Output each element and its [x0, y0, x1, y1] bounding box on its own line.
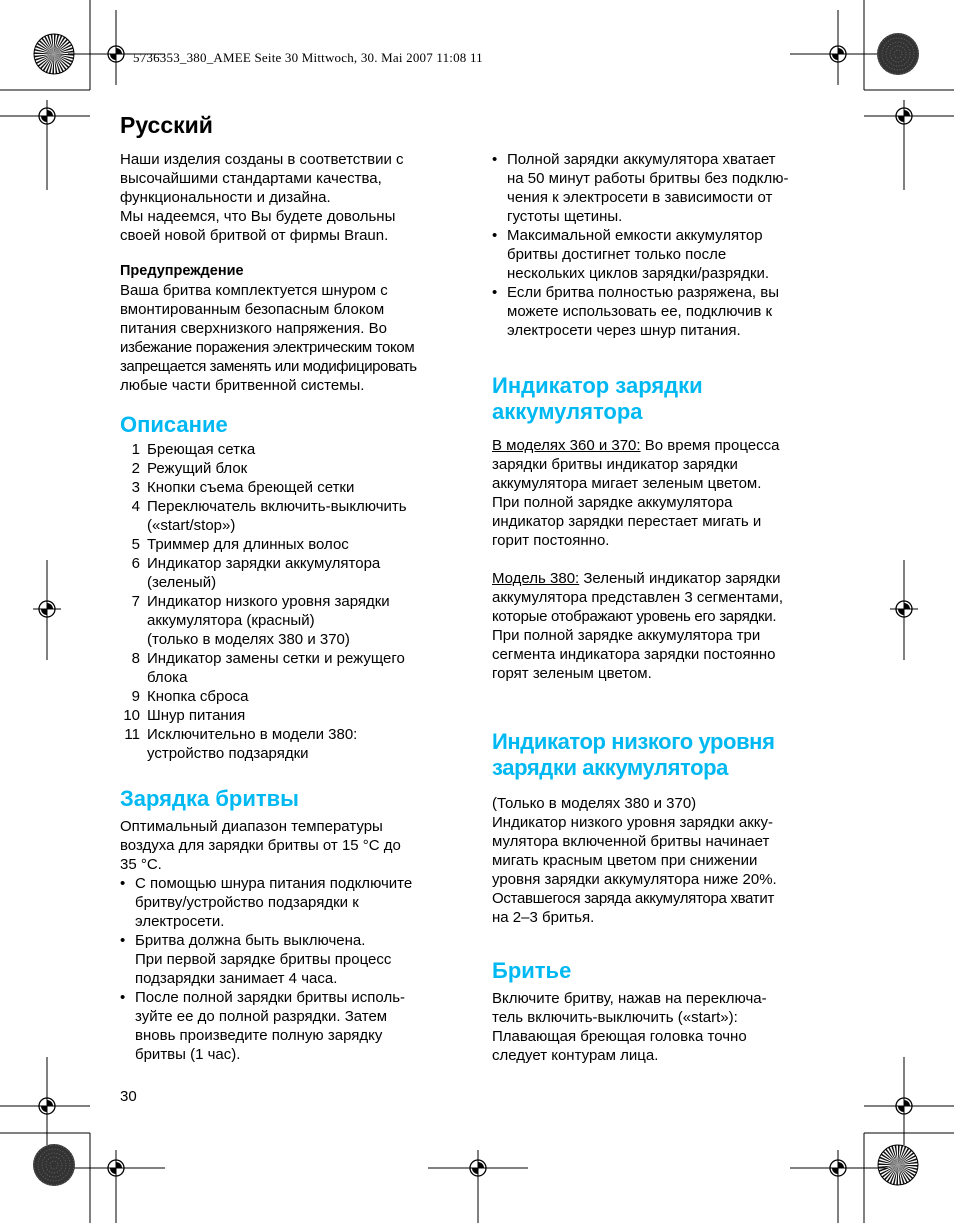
- registration-cross-icon: [890, 595, 918, 623]
- text-line: мулятора включенной бритвы начинает: [492, 833, 770, 850]
- text-line: горят зеленым цветом.: [492, 665, 652, 682]
- text-line: Мы надеемся, что Вы будете довольны: [120, 208, 396, 225]
- text-line: уровня зарядки аккумулятора ниже 20%.: [492, 871, 777, 888]
- item-text: Бреющая сетка: [147, 441, 256, 458]
- item-text: (зеленый): [147, 574, 217, 591]
- item-text: Индикатор замены сетки и режущего: [147, 650, 405, 667]
- section-heading-low-indicator: [492, 729, 837, 781]
- item-text: Режущий блок: [147, 460, 248, 477]
- list-item: [120, 554, 465, 592]
- item-text: подзарядки занимает 4 часа.: [135, 970, 338, 987]
- text-line: сегмента индикатора зарядки постоянно: [492, 646, 776, 663]
- list-item: [120, 497, 465, 535]
- item-number: 3: [131, 479, 140, 496]
- text-line: тель включить-выключить («start»):: [492, 1009, 738, 1026]
- item-number: 11: [124, 726, 140, 743]
- text-line: воздуха для зарядки бритвы от 15 °C до: [120, 837, 401, 854]
- text-line: Во время процесса: [640, 437, 780, 454]
- item-text: Триммер для длинных волос: [147, 536, 349, 553]
- list-item: [492, 150, 837, 226]
- text-line: любые части бритвенной системы.: [120, 377, 365, 394]
- list-item: [120, 649, 465, 687]
- text-line: Ваша бритва комплектуется шнуром с: [120, 282, 388, 299]
- heading-line: аккумулятора: [492, 399, 643, 424]
- item-text: электросети через шнур питания.: [507, 322, 741, 339]
- item-text: Исключительно в модели 380:: [147, 726, 358, 743]
- item-text: (только в моделях 380 и 370): [147, 631, 350, 648]
- left-column: [120, 150, 465, 1064]
- item-number: 2: [131, 460, 140, 477]
- registration-cross-icon: [824, 40, 852, 68]
- list-item: [120, 687, 465, 706]
- item-text: бритвы достигнет только после: [507, 246, 727, 263]
- text-line: функциональности и дизайна.: [120, 189, 331, 206]
- item-text: Бритва должна быть выключена.: [135, 932, 366, 949]
- item-number: 5: [131, 536, 140, 553]
- item-text: При первой зарядке бритвы процесс: [135, 951, 392, 968]
- text-line: Включите бритву, нажав на переключа-: [492, 990, 767, 1007]
- text-line: высочайшими стандартами качества,: [120, 170, 382, 187]
- registration-cross-icon: [464, 1154, 492, 1182]
- text-line: Зеленый индикатор зарядки: [579, 570, 781, 587]
- section-heading-charging: Зарядка бритвы: [120, 786, 299, 811]
- bullet-icon: •: [492, 151, 498, 168]
- registration-cross-icon: [824, 1154, 852, 1182]
- list-item: [492, 283, 837, 340]
- item-number: 9: [131, 688, 140, 705]
- text-line: следует контурам лица.: [492, 1047, 659, 1064]
- item-number: 8: [131, 650, 140, 667]
- section-heading-shaving: Бритье: [492, 958, 572, 983]
- list-item: [120, 706, 465, 725]
- item-text: Кнопка сброса: [147, 688, 249, 705]
- registration-cross-icon: [33, 1092, 61, 1120]
- text-line: При полной зарядке аккумулятора три: [492, 627, 761, 644]
- list-item: [120, 459, 465, 478]
- text-line: запрещается заменять или модифицировать: [120, 358, 417, 375]
- item-text: Индикатор зарядки аккумулятора: [147, 555, 381, 572]
- text-line: 35 °C.: [120, 856, 162, 873]
- model-label: В моделях 360 и 370:: [492, 437, 641, 454]
- item-text: на 50 минут работы бритвы без подклю-: [507, 170, 789, 187]
- text-line: индикатор зарядки перестает мигать и: [492, 513, 762, 530]
- heading-line: зарядки аккумулятора: [492, 755, 729, 780]
- registration-cross-icon: [33, 595, 61, 623]
- text-line: Наши изделия созданы в соответствии с: [120, 151, 404, 168]
- text-line: (Только в моделях 380 и 370): [492, 795, 697, 812]
- warning-heading: Предупреждение: [120, 263, 244, 279]
- registration-cross-icon: [890, 102, 918, 130]
- right-column: [492, 150, 837, 1065]
- low-indicator-paragraph: [492, 794, 837, 927]
- text-line: Оставшегося заряда аккумулятора хватит: [492, 890, 775, 907]
- charge-indicator-paragraph-2: [492, 569, 837, 683]
- bullet-icon: •: [492, 227, 498, 244]
- item-text: бритвы (1 час).: [135, 1046, 241, 1063]
- text-line: своей новой бритвой от фирмы Braun.: [120, 227, 389, 244]
- list-item: [492, 226, 837, 283]
- item-text: Переключатель включить-выключить: [147, 498, 407, 515]
- bullet-icon: •: [120, 875, 126, 892]
- item-text: После полной зарядки бритвы исполь-: [135, 989, 405, 1006]
- bullet-icon: •: [120, 989, 126, 1006]
- list-item: [120, 725, 465, 763]
- text-line: Индикатор низкого уровня зарядки акку-: [492, 814, 773, 831]
- heading-line: Индикатор низкого уровня: [492, 729, 775, 754]
- registration-starburst-icon: [878, 1145, 918, 1185]
- bullet-icon: •: [492, 284, 498, 301]
- item-text: Максимальной емкости аккумулятор: [507, 227, 763, 244]
- list-item: [120, 988, 465, 1064]
- item-number: 1: [131, 441, 140, 458]
- item-number: 7: [131, 593, 140, 610]
- item-text: Шнур питания: [147, 707, 246, 724]
- registration-disc-icon: [33, 1144, 75, 1186]
- item-text: Полной зарядки аккумулятора хватает: [507, 151, 776, 168]
- text-line: вмонтированным безопасным блоком: [120, 301, 385, 318]
- language-title: Русский: [120, 112, 213, 138]
- item-number: 10: [123, 707, 140, 724]
- item-text: Если бритва полностью разряжена, вы: [507, 284, 780, 301]
- registration-cross-icon: [890, 1092, 918, 1120]
- list-item: [120, 535, 465, 554]
- parts-list: [120, 440, 465, 763]
- registration-disc-icon: [877, 33, 919, 75]
- text-line: зарядки бритвы индикатор зарядки: [492, 456, 738, 473]
- bullet-icon: •: [120, 932, 126, 949]
- list-item: [120, 874, 465, 931]
- model-label: Модель 380:: [492, 570, 580, 587]
- item-text: можете использовать ее, подключив к: [507, 303, 773, 320]
- item-text: Кнопки съема бреющей сетки: [147, 479, 355, 496]
- registration-cross-icon: [102, 1154, 130, 1182]
- item-text: Индикатор низкого уровня зарядки: [147, 593, 390, 610]
- item-text: густоты щетины.: [507, 208, 623, 225]
- item-text: («start/stop»): [147, 517, 236, 534]
- registration-cross-icon: [33, 102, 61, 130]
- text-line: которые отображают уровень его зарядки.: [492, 608, 777, 625]
- text-line: Плавающая бреющая головка точно: [492, 1028, 747, 1045]
- text-line: При полной зарядке аккумулятора: [492, 494, 733, 511]
- item-number: 4: [131, 498, 140, 515]
- list-item: [120, 440, 465, 459]
- registration-starburst-icon: [34, 34, 74, 74]
- text-line: питания сверхнизкого напряжения. Во: [120, 320, 387, 337]
- charge-indicator-paragraph-1: [492, 436, 837, 550]
- item-text: зуйте ее до полной разрядки. Затем: [135, 1008, 388, 1025]
- list-item: [120, 931, 465, 988]
- warning-block: [120, 262, 465, 395]
- item-text: С помощью шнура питания подключите: [135, 875, 413, 892]
- registration-cross-icon: [102, 40, 130, 68]
- text-line: горит постоянно.: [492, 532, 610, 549]
- section-heading-charge-indicator: [492, 373, 837, 425]
- print-header-line: 5736353_380_AMEE Seite 30 Mittwoch, 30. Mai 2007 11:08 11: [133, 50, 483, 65]
- item-text: блока: [147, 669, 188, 686]
- charging-intro: [120, 817, 465, 874]
- item-text: аккумулятора (красный): [147, 612, 315, 629]
- intro-paragraph: [120, 150, 465, 245]
- text-line: аккумулятора мигает зеленым цветом.: [492, 475, 762, 492]
- page-number: 30: [120, 1088, 137, 1105]
- item-text: нескольких циклов зарядки/разрядки.: [507, 265, 770, 282]
- shaving-paragraph: [492, 989, 837, 1065]
- item-text: бритву/устройство подзарядки к: [135, 894, 359, 911]
- text-line: Оптимальный диапазон температуры: [120, 818, 383, 835]
- text-line: на 2–3 бритья.: [492, 909, 595, 926]
- text-line: мигать красным цветом при снижении: [492, 852, 758, 869]
- item-text: вновь произведите полную зарядку: [135, 1027, 383, 1044]
- section-heading-description: Описание: [120, 412, 228, 437]
- heading-line: Индикатор зарядки: [492, 373, 703, 398]
- item-text: электросети.: [135, 913, 225, 930]
- list-item: [120, 478, 465, 497]
- text-line: аккумулятора представлен 3 сегментами,: [492, 589, 783, 606]
- text-line: избежание поражения электрическим током: [120, 339, 415, 356]
- list-item: [120, 592, 465, 649]
- item-text: чения к электросети в зависимости от: [507, 189, 773, 206]
- item-number: 6: [131, 555, 140, 572]
- item-text: устройство подзарядки: [147, 745, 309, 762]
